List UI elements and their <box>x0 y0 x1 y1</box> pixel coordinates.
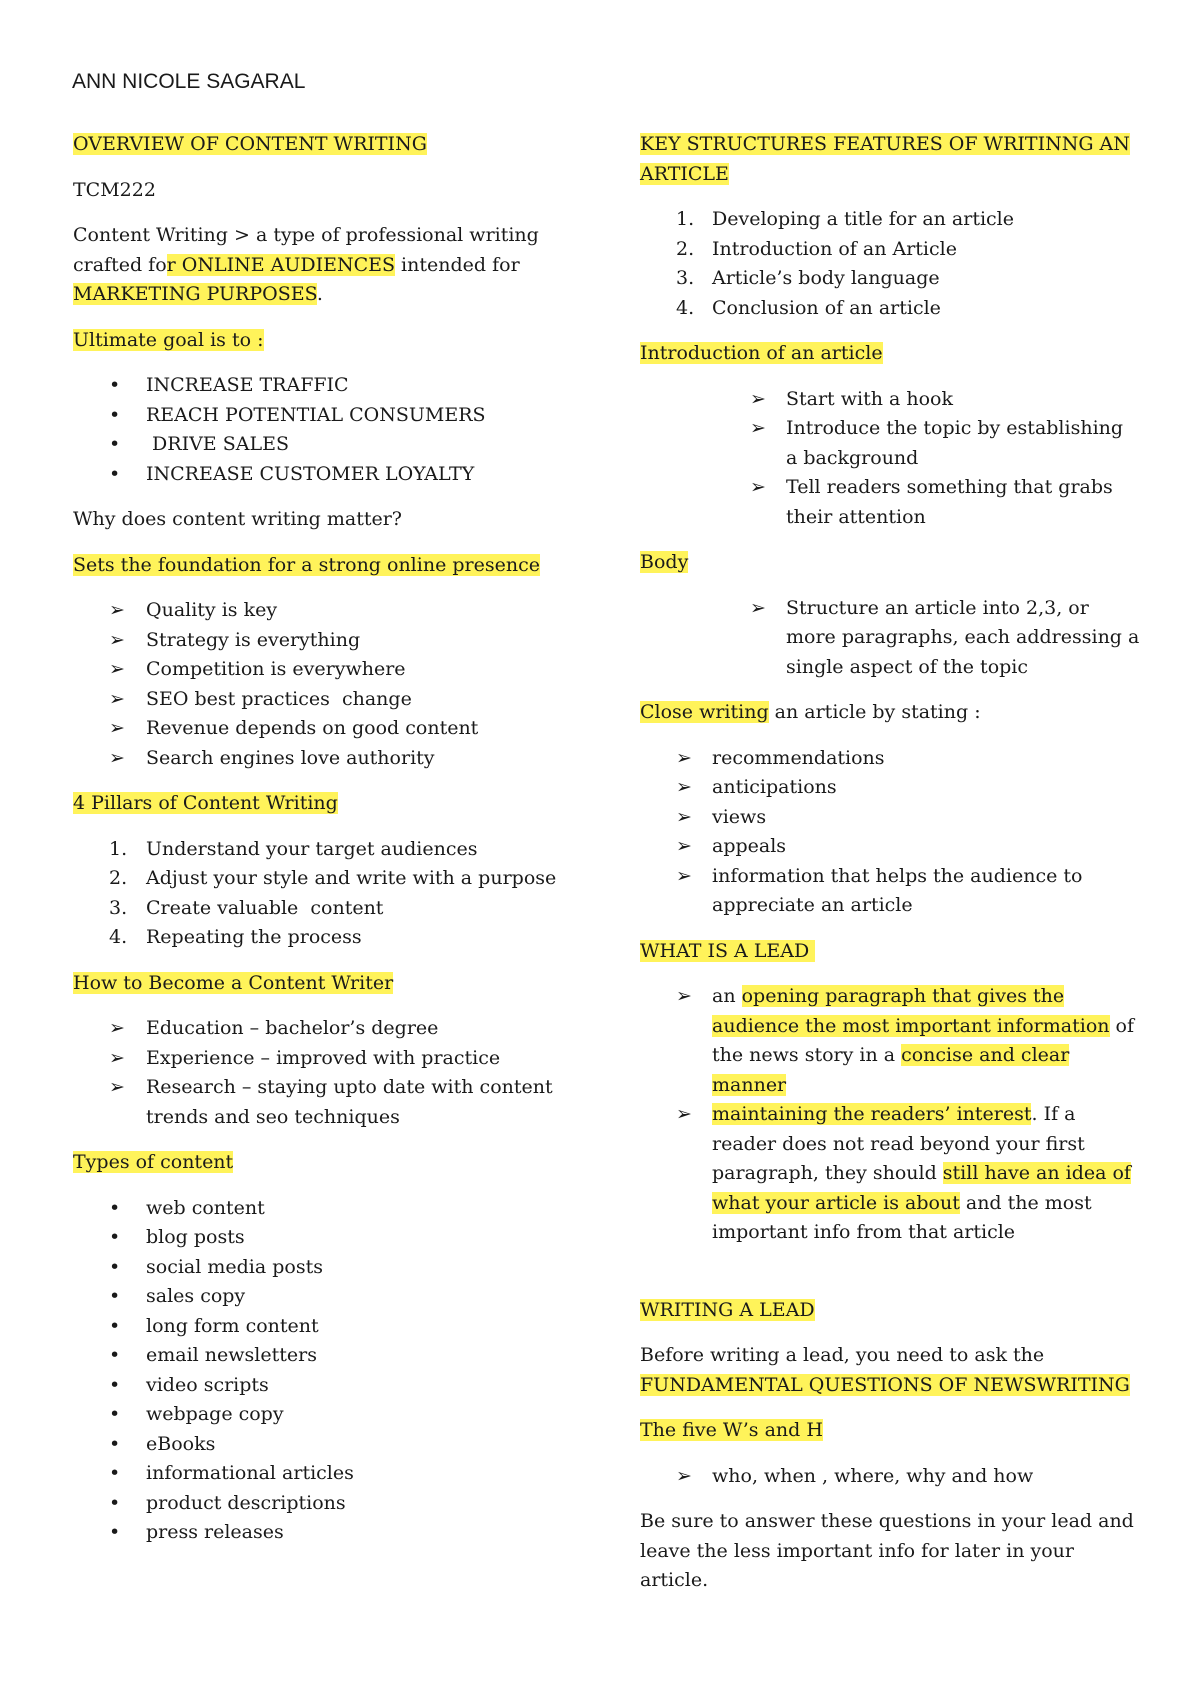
become-heading: How to Become a Content Writer <box>73 971 394 994</box>
five-ws-list <box>640 1462 1140 1492</box>
arrow-bullet-icon <box>676 744 706 774</box>
list-item: • web content <box>73 1194 573 1224</box>
list-item: ➢ who, when , where, why and how <box>640 1462 1140 1492</box>
list-item: ➢ Experience – improved with practice <box>73 1044 573 1074</box>
list-item: • informational articles <box>73 1459 573 1489</box>
list-item: ➢ Start with a hook <box>640 385 1140 415</box>
list-item: • press releases <box>73 1518 573 1548</box>
arrow-bullet-icon <box>750 594 780 624</box>
arrow-bullet-icon <box>109 1014 139 1044</box>
foundation-list <box>73 596 573 773</box>
list-item: • email newsletters <box>73 1341 573 1371</box>
key-structures-list <box>640 205 1140 323</box>
list-item: ➢ Search engines love authority <box>73 744 573 774</box>
arrow-bullet-icon <box>676 773 706 803</box>
arrow-bullet-icon <box>676 862 706 892</box>
list-item: ➢ Introduce the topic by establishing a background <box>640 414 1140 473</box>
left-column <box>73 130 573 1564</box>
types-list <box>73 1194 573 1548</box>
author-name: ANN NICOLE SAGARAL <box>72 70 306 93</box>
definition-paragraph: Content Writing > a type of professional writing crafted for ONLINE AUDIENCES intended for MARKETING PURPOSES. <box>73 224 539 305</box>
close-paragraph: Close writing an article by stating : <box>640 701 981 723</box>
bullet-icon <box>109 1400 139 1430</box>
list-item: 3. Article’s body language <box>676 267 940 289</box>
arrow-bullet-icon <box>676 982 706 1012</box>
bullet-icon <box>109 1341 139 1371</box>
overview-heading: OVERVIEW OF CONTENT WRITING <box>73 133 427 155</box>
bullet-icon <box>109 371 139 401</box>
list-item: ➢ Tell readers something that grabs their attention <box>640 473 1140 532</box>
list-item: ➢ Structure an article into 2,3, or more paragraphs, each addressing a single aspect of the topic <box>640 594 1140 683</box>
foundation-heading: Sets the foundation for a strong online presence <box>73 553 540 576</box>
list-item: ➢ recommendations <box>640 744 1140 774</box>
list-item: ➢ maintaining the readers’ interest. If a reader does not read beyond your first paragraph, they should still have an idea of what your article is about and the most important info from that article <box>640 1100 1140 1248</box>
list-item: • sales copy <box>73 1282 573 1312</box>
list-item: • DRIVE SALES <box>73 430 573 460</box>
arrow-bullet-icon <box>750 385 780 415</box>
list-item: ➢ anticipations <box>640 773 1140 803</box>
lead-heading: WHAT IS A LEAD <box>640 939 816 962</box>
course-code: TCM222 <box>73 178 156 201</box>
list-item: ➢ appeals <box>640 832 1140 862</box>
intro-list <box>640 385 1140 533</box>
list-item: ➢ SEO best practices change <box>73 685 573 715</box>
why-question: Why does content writing matter? <box>73 508 402 530</box>
list-item: • blog posts <box>73 1223 573 1253</box>
arrow-bullet-icon <box>109 714 139 744</box>
right-column <box>640 130 1140 1612</box>
bullet-icon <box>109 1312 139 1342</box>
list-item: • video scripts <box>73 1371 573 1401</box>
bullet-icon <box>109 1459 139 1489</box>
list-item: • long form content <box>73 1312 573 1342</box>
list-item: • INCREASE TRAFFIC <box>73 371 573 401</box>
arrow-bullet-icon <box>109 685 139 715</box>
bullet-icon <box>109 1371 139 1401</box>
bullet-icon <box>109 1194 139 1224</box>
list-item: • eBooks <box>73 1430 573 1460</box>
list-item: ➢ Education – bachelor’s degree <box>73 1014 573 1044</box>
arrow-bullet-icon <box>109 1073 139 1103</box>
arrow-bullet-icon <box>676 1100 706 1130</box>
bullet-icon <box>109 1430 139 1460</box>
bullet-icon <box>109 430 139 460</box>
body-heading: Body <box>640 551 689 573</box>
list-item: • social media posts <box>73 1253 573 1283</box>
list-item: ➢ an opening paragraph that gives the audience the most important information of the news story in a concise and clear manner <box>640 982 1140 1100</box>
list-item: ➢ Strategy is everything <box>73 626 573 656</box>
five-ws-heading: The five W’s and H <box>640 1419 823 1441</box>
list-item: 2. Introduction of an Article <box>676 237 957 260</box>
pillars-list <box>73 835 573 953</box>
closing-paragraph: Be sure to answer these questions in your lead and leave the less important info for later in your article. <box>640 1510 1134 1591</box>
list-item: ➢ Revenue depends on good content <box>73 714 573 744</box>
list-item: 2. Adjust your style and write with a purpose <box>109 867 557 889</box>
body-list <box>640 594 1140 683</box>
arrow-bullet-icon <box>109 626 139 656</box>
arrow-bullet-icon <box>676 1462 706 1492</box>
arrow-bullet-icon <box>676 832 706 862</box>
arrow-bullet-icon <box>109 596 139 626</box>
bullet-icon <box>109 1518 139 1548</box>
list-item: 3. Create valuable content <box>109 896 384 919</box>
arrow-bullet-icon <box>676 803 706 833</box>
list-item: • product descriptions <box>73 1489 573 1519</box>
pillars-heading: 4 Pillars of Content Writing <box>73 792 338 814</box>
arrow-bullet-icon <box>750 414 780 444</box>
list-item: 4. Repeating the process <box>109 926 362 948</box>
list-item: 1. Developing a title for an article <box>676 208 1015 230</box>
list-item: ➢ Quality is key <box>73 596 573 626</box>
bullet-icon <box>109 460 139 490</box>
bullet-icon <box>109 1282 139 1312</box>
list-item: ➢ information that helps the audience to appreciate an article <box>640 862 1140 921</box>
bullet-icon <box>109 401 139 431</box>
list-item: ➢ Competition is everywhere <box>73 655 573 685</box>
close-list <box>640 744 1140 921</box>
list-item: • webpage copy <box>73 1400 573 1430</box>
intro-heading: Introduction of an article <box>640 342 883 364</box>
bullet-icon <box>109 1223 139 1253</box>
key-structures-heading: KEY STRUCTURES FEATURES OF WRITINNG AN ARTICLE <box>640 133 1130 185</box>
list-item: 1. Understand your target audiences <box>109 837 478 860</box>
goals-list <box>73 371 573 489</box>
list-item: ➢ Research – staying upto date with content trends and seo techniques <box>73 1073 573 1132</box>
bullet-icon <box>109 1489 139 1519</box>
arrow-bullet-icon <box>750 473 780 503</box>
list-item: ➢ views <box>640 803 1140 833</box>
arrow-bullet-icon <box>109 1044 139 1074</box>
writing-intro-paragraph: Before writing a lead, you need to ask the FUNDAMENTAL QUESTIONS OF NEWSWRITING <box>640 1344 1130 1396</box>
goal-heading: Ultimate goal is to : <box>73 328 264 351</box>
arrow-bullet-icon <box>109 744 139 774</box>
list-item: 4. Conclusion of an article <box>676 296 941 319</box>
writing-lead-heading: WRITING A LEAD <box>640 1298 815 1321</box>
bullet-icon <box>109 1253 139 1283</box>
list-item: • REACH POTENTIAL CONSUMERS <box>73 401 573 431</box>
types-heading: Types of content <box>73 1151 234 1173</box>
arrow-bullet-icon <box>109 655 139 685</box>
become-list <box>73 1014 573 1132</box>
lead-list <box>640 982 1140 1248</box>
list-item: • INCREASE CUSTOMER LOYALTY <box>73 460 573 490</box>
